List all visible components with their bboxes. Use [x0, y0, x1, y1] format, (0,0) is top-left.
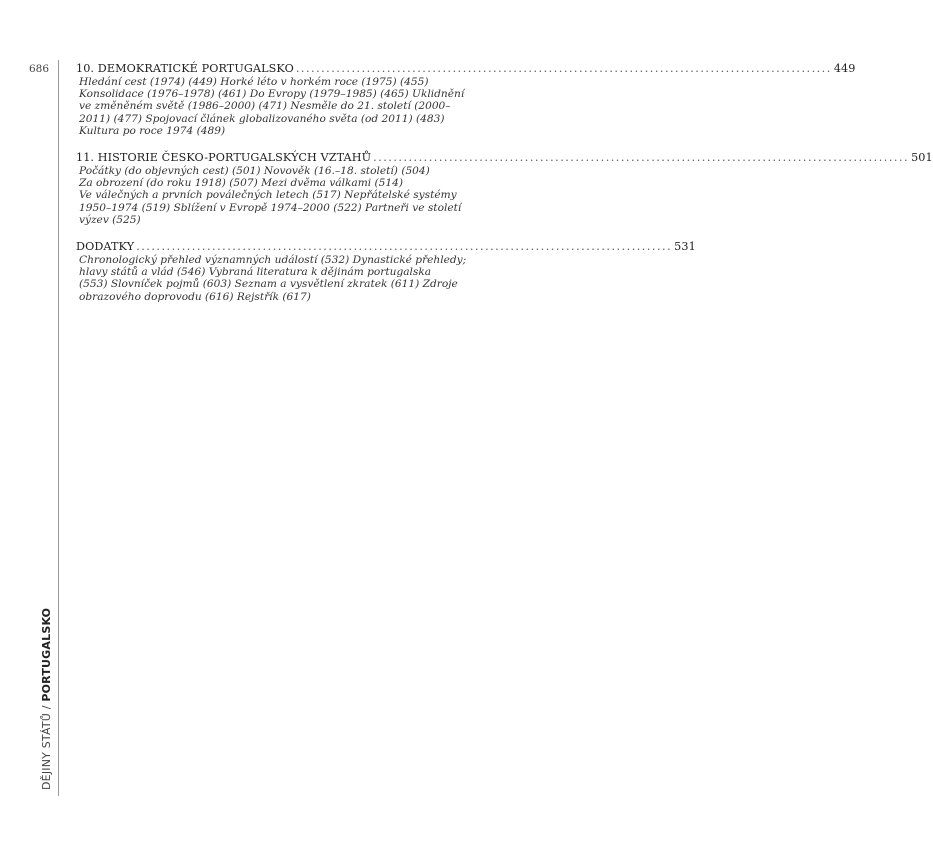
margin-divider [58, 60, 59, 796]
toc-page-number: 531 [674, 240, 696, 254]
toc-subentry-line: (553) Slovníček pojmů (603) Seznam a vysvětlení zkratek (611) Zdroje [79, 278, 458, 291]
spine-title: PORTUGALSKO [40, 607, 53, 702]
spine-series: DĚJINY STÁTŮ / [40, 701, 53, 790]
toc-heading[interactable] [76, 61, 856, 76]
table-of-contents [76, 61, 933, 316]
dot-leader: .......................................................................................................... [373, 151, 910, 165]
toc-subentries [76, 76, 556, 137]
dot-leader: .......................................................................................................... [136, 240, 673, 254]
toc-page-number: 449 [833, 62, 856, 75]
toc-subentry-line: výzev (525) [79, 213, 141, 226]
toc-subentries [76, 165, 556, 226]
toc-section-11 [76, 150, 933, 226]
toc-subentry-line: hlavy států a vlád (546) Vybraná literatura k dějinám portugalska [79, 266, 432, 279]
spine-label [40, 608, 53, 790]
page-number: 686 [29, 63, 50, 75]
toc-subentry-line: 2011) (477) Spojovací článek globalizovaného světa (od 2011) (483) [79, 112, 445, 125]
toc-subentries [76, 254, 556, 303]
toc-subentry-line: obrazového doprovodu (616) Rejstřík (617) [79, 290, 311, 303]
toc-subentry-line: Ve válečných a prvních poválečných letech (517) Nepřátelské systémy [79, 189, 457, 202]
toc-section-10 [76, 61, 856, 137]
toc-subentry-line: Počátky (do objevných cest) (501) Novověk (16.–18. století) (504) [79, 165, 430, 178]
dot-leader: .......................................................................................................... [295, 62, 832, 75]
toc-heading-title: 10. DEMOKRATICKÉ PORTUGALSKO [76, 62, 294, 75]
toc-heading[interactable] [76, 150, 933, 165]
toc-section-appendix [76, 239, 696, 303]
toc-subentry-line: 1950–1974 (519) Sblížení v Evropě 1974–2000 (522) Partneři ve století [79, 201, 462, 214]
toc-heading[interactable] [76, 239, 696, 254]
toc-subentry-line: Kultura po roce 1974 (489) [79, 124, 226, 137]
toc-subentry-line: Chronologický přehled významných událostí (532) Dynastické přehledy; [79, 254, 467, 267]
toc-page-number: 501 [911, 151, 933, 165]
toc-heading-title: DODATKY [76, 240, 135, 254]
toc-heading-title: 11. HISTORIE ČESKO-PORTUGALSKÝCH VZTAHŮ [76, 151, 372, 165]
toc-subentry-line: Konsolidace (1976–1978) (461) Do Evropy (1979–1985) (465) Uklidnění [79, 88, 465, 101]
toc-subentry-line: ve změněném světě (1986–2000) (471) Nesměle do 21. století (2000– [79, 100, 451, 113]
toc-subentry-line: Za obrození (do roku 1918) (507) Mezi dvěma válkami (514) [79, 177, 404, 190]
toc-subentry-line: Hledání cest (1974) (449) Horké léto v horkém roce (1975) (455) [79, 76, 429, 88]
